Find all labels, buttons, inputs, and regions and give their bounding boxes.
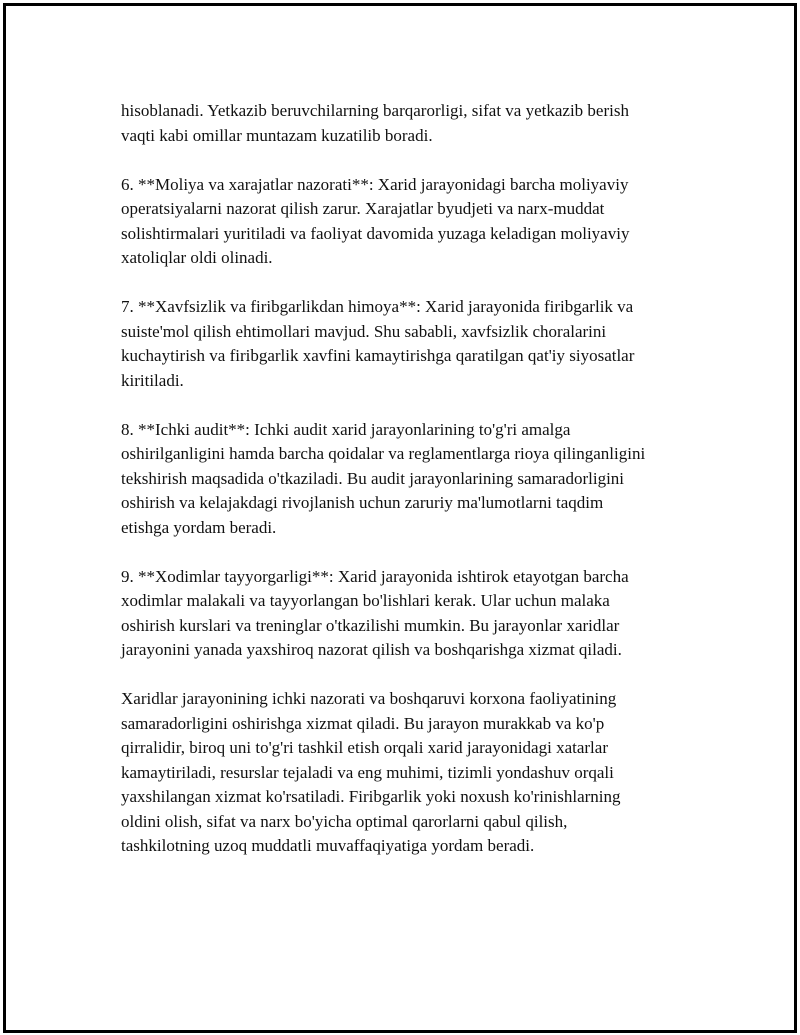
text-line: qirralidir, biroq uni to'g'ri tashkil etish orqali xarid jarayonidagi xatarlar [121, 738, 608, 757]
text-line: oldini olish, sifat va narx bo'yicha optimal qarorlarni qabul qilish, [121, 811, 568, 831]
text-line: etishga yordam beradi. [121, 517, 277, 537]
paragraph-continuation [121, 99, 721, 148]
paragraph-item-8 [121, 418, 721, 541]
text-line: xatoliqlar oldi olinadi. [121, 248, 273, 267]
paragraph-item-9 [121, 565, 721, 663]
text-line: 7. **Xavfsizlik va firibgarlikdan himoya**: Xarid jarayonida firibgarlik va [121, 297, 634, 316]
text-line: operatsiyalarni nazorat qilish zarur. Xarajatlar byudjeti va narx-muddat [121, 199, 605, 218]
text-line: xodimlar malakali va tayyorlangan bo'lishlari kerak. Ular uchun malaka [121, 591, 610, 610]
paragraph-conclusion [121, 687, 721, 859]
text-line: kuchaytirish va firibgarlik xavfini kamaytirishga qaratilgan qat'iy siyosatlar [121, 346, 635, 365]
paragraph-item-7 [121, 295, 721, 393]
text-line: 9. **Xodimlar tayyorgarligi**: Xarid jarayonida ishtirok etayotgan barcha [121, 566, 629, 586]
text-line: suiste'mol qilish ehtimollari mavjud. Shu sababli, xavfsizlik choralarini [121, 321, 607, 341]
text-line: Xaridlar jarayonining ichki nazorati va boshqaruvi korxona faoliyatining [121, 689, 617, 708]
text-line: tashkilotning uzoq muddatli muvaffaqiyatiga yordam beradi. [121, 836, 535, 855]
text-line: oshirilganligini hamda barcha qoidalar va reglamentlarga rioya qilinganligini [121, 444, 646, 463]
page-frame [3, 3, 797, 1033]
text-line: oshirish va kelajakdagi rivojlanish uchun zaruriy ma'lumotlarni taqdim [121, 493, 604, 512]
text-line: solishtirmalari yuritiladi va faoliyat davomida yuzaga keladigan moliyaviy [121, 223, 630, 243]
paragraph-item-6 [121, 173, 721, 271]
text-line: samaradorligini oshirishga xizmat qiladi. Bu jarayon murakkab va ko'p [121, 713, 605, 733]
text-line: yaxshilangan xizmat ko'rsatiladi. Firibgarlik yoki noxush ko'rinishlarning [121, 787, 621, 806]
text-line: 6. **Moliya va xarajatlar nazorati**: Xarid jarayonidagi barcha moliyaviy [121, 174, 629, 194]
text-line: 8. **Ichki audit**: Ichki audit xarid jarayonlarining to'g'ri amalga [121, 419, 571, 439]
text-line: oshirish kurslari va treninglar o'tkazilishi mumkin. Bu jarayonlar xaridlar [121, 615, 620, 635]
text-line: tekshirish maqsadida o'tkaziladi. Bu audit jarayonlarining samaradorligini [121, 468, 625, 488]
text-line: jarayonini yanada yaxshiroq nazorat qilish va boshqarishga xizmat qiladi. [121, 640, 622, 659]
text-line: kamaytiriladi, resurslar tejaladi va eng muhimi, tizimli yondashuv orqali [121, 762, 614, 782]
text-line: kiritiladi. [121, 370, 184, 390]
text-line: hisoblanadi. Yetkazib beruvchilarning barqarorligi, sifat va yetkazib berish [121, 101, 629, 120]
document-body [121, 99, 721, 883]
text-line: vaqti kabi omillar muntazam kuzatilib boradi. [121, 125, 433, 145]
